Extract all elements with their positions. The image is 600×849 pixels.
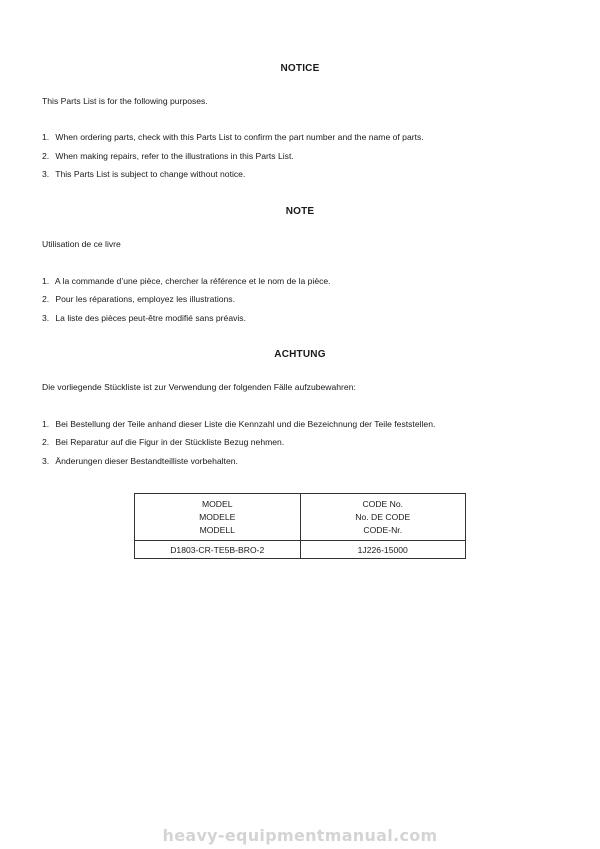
list-item xyxy=(42,169,245,179)
item-text: Pour les réparations, employez les illustrations. xyxy=(55,294,235,304)
item-number: 3. xyxy=(42,313,50,323)
item-text: When making repairs, refer to the illustrations in this Parts List. xyxy=(55,151,294,161)
code-header-cell xyxy=(300,494,466,541)
list-item xyxy=(42,456,238,466)
item-number: 2. xyxy=(42,294,50,304)
item-text: La liste des pièces peut-être modifié sans préavis. xyxy=(55,313,246,323)
item-text: This Parts List is subject to change without notice. xyxy=(55,169,246,179)
code-header-en: CODE No. xyxy=(362,498,404,509)
item-text: A la commande d’une pièce, chercher la référence et le nom de la pièce. xyxy=(54,276,331,286)
code-value-cell: 1J226-15000 xyxy=(300,541,466,559)
model-header-de: MODELL xyxy=(199,524,235,535)
item-text: Bei Reparatur auf die Figur in der Stückliste Bezug nehmen. xyxy=(55,437,285,447)
list-item xyxy=(42,419,435,429)
item-text: When ordering parts, check with this Parts List to confirm the part number and the name of parts. xyxy=(55,132,424,142)
table-row xyxy=(135,541,466,559)
item-number: 1. xyxy=(42,419,50,429)
model-code-table xyxy=(134,493,466,559)
table-header-row xyxy=(135,494,466,541)
list-item xyxy=(42,151,294,161)
section-intro-note: Utilisation de ce livre xyxy=(42,239,121,249)
item-number: 1. xyxy=(42,132,50,142)
model-header-fr: MODELE xyxy=(199,511,236,522)
code-header-de: CODE-Nr. xyxy=(363,524,403,535)
item-text: Bei Bestellung der Teile anhand dieser Liste die Kennzahl und die Bezeichnung der Teile feststellen. xyxy=(55,419,436,429)
list-item xyxy=(42,437,284,447)
model-header-en: MODEL xyxy=(201,498,233,509)
item-text: Änderungen dieser Bestandteilliste vorbehalten. xyxy=(55,456,238,466)
section-title-notice: NOTICE xyxy=(280,63,320,74)
list-item xyxy=(42,132,424,142)
item-number: 2. xyxy=(42,151,50,161)
code-header-fr: No. DE CODE xyxy=(355,511,411,522)
section-intro-notice: This Parts List is for the following purposes. xyxy=(42,96,208,106)
list-item xyxy=(42,294,235,304)
section-title-achtung: ACHTUNG xyxy=(274,349,326,360)
watermark-text: heavy-equipmentmanual.com xyxy=(162,826,438,845)
list-item xyxy=(42,276,331,286)
item-number: 3. xyxy=(42,169,50,179)
section-intro-achtung: Die vorliegende Stückliste ist zur Verwendung der folgenden Fälle aufzubewahren: xyxy=(42,382,356,392)
item-number: 2. xyxy=(42,437,50,447)
model-header-cell xyxy=(135,494,301,541)
item-number: 1. xyxy=(42,276,50,286)
section-title-note: NOTE xyxy=(285,206,315,217)
list-item xyxy=(42,313,246,323)
model-value-cell: D1803-CR-TE5B-BRO-2 xyxy=(135,541,301,559)
item-number: 3. xyxy=(42,456,50,466)
